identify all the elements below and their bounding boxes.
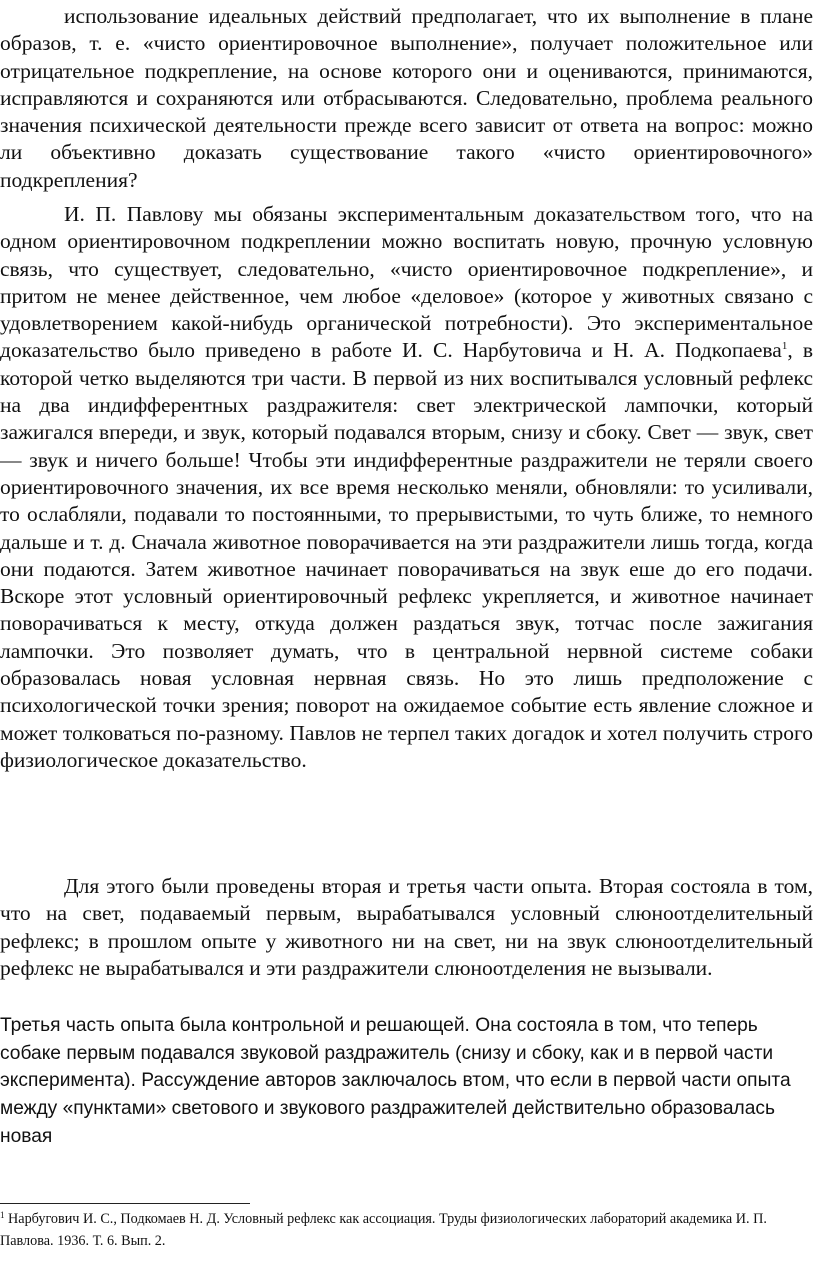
- footnote-text: Нарбугович И. С., Подкомаев Н. Д. Условный рефлекс как ассоциация. Труды физиологических лабораторий академика И. П. Павлова. 1936. Т. 6. Вып. 2.: [0, 1211, 767, 1249]
- footnote-divider: [0, 1203, 250, 1204]
- paragraph-1: использование идеальных действий предполагает, что их выполнение в плане образов, т. е. «чисто ориентировочное выполнение», получает положительное или отрицательное подкрепление, на основе которого они и оцениваются, принимаются, исправляются и сохраняются или отбрасываются. Следовательно, проблема реального значения психической деятельности прежде всего зависит от ответа на вопрос: можно ли объективно доказать существование такого «чисто ориентировочного» подкрепления?: [0, 4, 813, 192]
- footnote: [0, 1208, 770, 1252]
- paragraph-3: Для этого были проведены вторая и третья части опыта. Вторая состояла в том, что на свет, подаваемый первым, вырабатывался условный слюноотделительный рефлекс; в прошлом опыте у животного ни на свет, ни на звук слюноотделительный рефлекс не вырабатывался и эти раздражители слюноотделения не вызывали.: [0, 874, 813, 980]
- footnote-ref: 1: [781, 340, 788, 353]
- paragraph-2-text-b: , в которой четко выделяются три части. В первой из них воспитывался условный рефлекс на два индифферентных раздражителя: свет электрической лампочки, который зажигался впереди, и звук, который подавался вторым, снизу и сбоку. Свет — звук, свет — звук и ничего больше! Чтобы эти индифферентные раздражители не теряли своего ориентировочного значения, их все время несколько меняли, обновляли: то усиливали, то ослабляли, подавали то постоянными, то прерывистыми, то чуть ближе, то немного дальше и т. д. Сначала животное поворачивается на эти раздражители лишь тогда, когда они подаются. Затем животное начинает поворачиваться на звук еше до его подачи. Вскоре этот условный ориентировочный рефлекс укрепляется, и животное начинает поворачиваться к месту, откуда должен раздаться звук, тотчас после зажигания лампочки. Это позволяет думать, что в центральной нервной системе собаки образовалась новая условная нервная связь. Но это лишь предположение с психологической точки зрения; поворот на ожидаемое событие есть явление сложное и может толковаться по-разному. Павлов не терпел таких догадок и хотел получить строго физиологическое доказательство.: [0, 338, 813, 772]
- paragraph-2: [0, 201, 813, 774]
- paragraph-2-text-a: И. П. Павлову мы обязаны экспериментальным доказательством того, что на одном ориентировочном подкреплении можно воспитать новую, прочную условную связь, что существует, следовательно, «чисто ориентировочное подкрепление», и притом не менее действенное, чем любое «деловое» (которое у животных связано с удовлетворением какой-нибудь органической потребности). Это экспериментальное доказательство было приведено в работе И. С. Нарбутовича и Н. А. Подкопаева: [0, 202, 813, 363]
- footnote-marker: 1: [0, 1210, 5, 1220]
- paragraph-4: Третья часть опыта была контрольной и решающей. Она состояла в том, что теперь собаке первым подавался звуковой раздражитель (снизу и сбоку, как и в первой части эксперимента). Рассуждение авторов заключалось втом, что если в первой части опыта между «пунктами» светового и звукового раздражителей действительно образовалась новая: [0, 1015, 791, 1147]
